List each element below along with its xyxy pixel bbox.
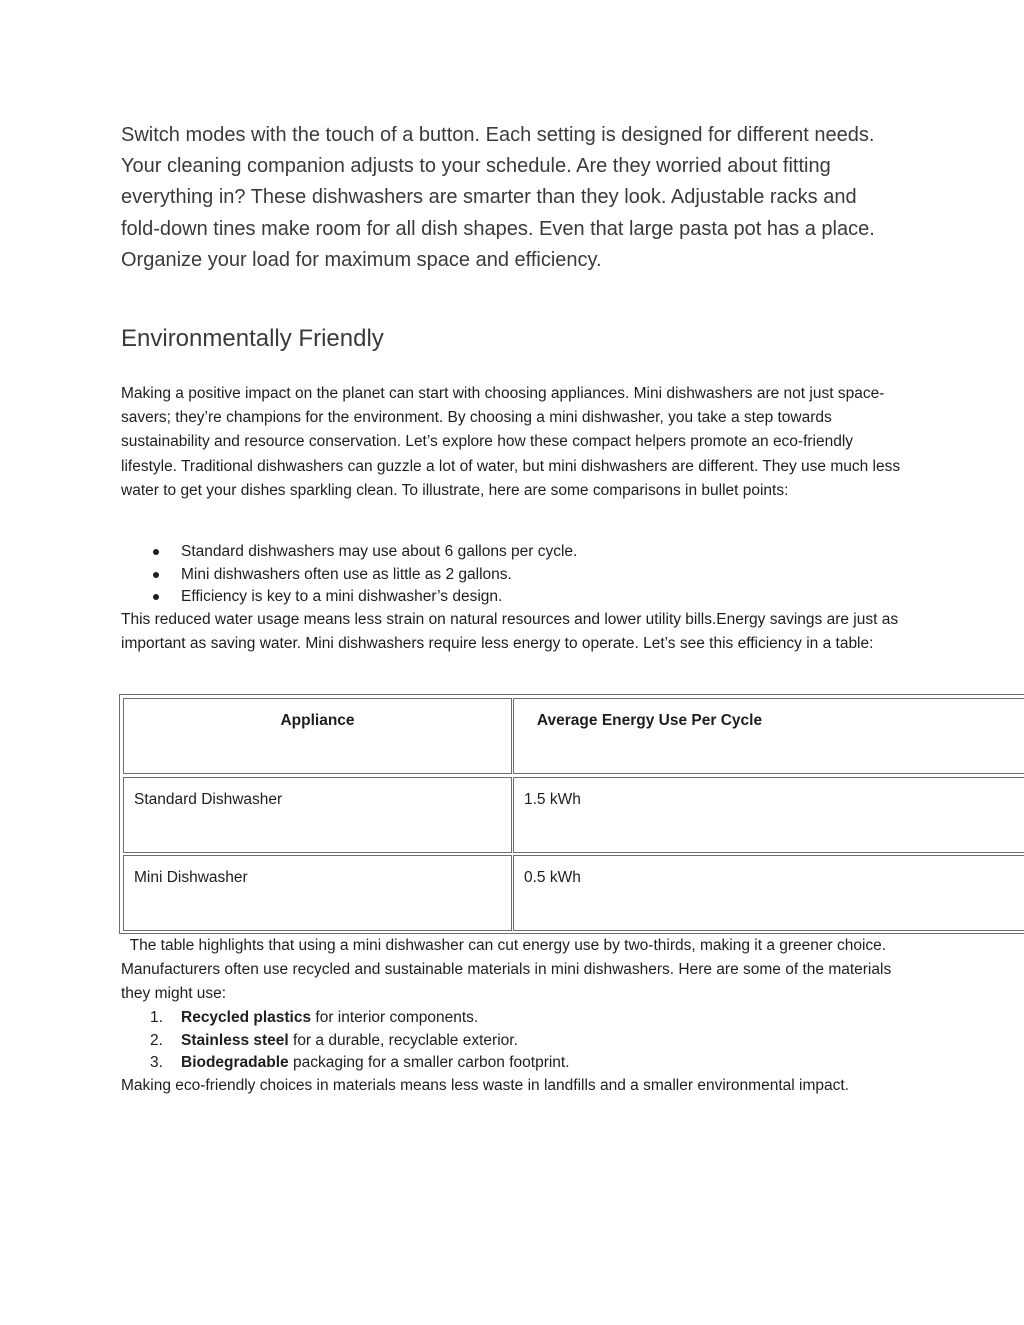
material-description: for interior components.: [311, 1009, 479, 1026]
table-header-cell: [513, 698, 1024, 774]
list-number: 3.: [150, 1054, 163, 1071]
bullet-icon: [153, 549, 159, 555]
table-header-appliance: Appliance: [280, 712, 355, 729]
table-cell: [513, 855, 1024, 931]
material-name: Stainless steel: [181, 1031, 289, 1049]
table-cell-energy: 0.5 kWh: [524, 869, 581, 886]
list-item: [121, 564, 577, 587]
table-cell-appliance: Standard Dishwasher: [134, 791, 283, 808]
table-header-cell: [123, 698, 512, 774]
list-item-text: Efficiency is key to a mini dishwasher’s design.: [181, 588, 503, 605]
list-item: [121, 541, 577, 564]
table-cell-appliance: Mini Dishwasher: [134, 869, 248, 886]
material-name: Recycled plastics: [181, 1009, 312, 1026]
water-comparison-list: [121, 541, 577, 609]
section-heading: Environmentally Friendly: [121, 325, 384, 352]
list-item: [121, 1030, 570, 1053]
bullet-icon: [153, 594, 159, 600]
list-number: 2.: [150, 1031, 163, 1049]
table-cell: [123, 777, 512, 853]
list-item-text: Mini dishwashers often use as little as 2 gallons.: [181, 565, 512, 583]
material-name: Biodegradable: [181, 1054, 289, 1071]
list-item-text: Standard dishwashers may use about 6 gallons per cycle.: [181, 543, 578, 560]
list-item: [121, 1052, 570, 1075]
paragraph-materials-intro: The table highlights that using a mini dishwasher can cut energy use by two-thirds, making it a greener choice. Manufacturers often use recycled and sustainable materials in mini dishwashers. Here are some of the materials they might use:: [121, 937, 896, 1003]
materials-list: [121, 1007, 570, 1075]
material-description: packaging for a smaller carbon footprint.: [288, 1054, 570, 1071]
list-item: [121, 586, 577, 609]
intro-paragraph: Switch modes with the touch of a button. Each setting is designed for different needs. Your cleaning companion adjusts to your schedule. Are they worried about fitting everything in? These dishwashers are smarter than they look. Adjustable racks and fold-down tines make room for all dish shapes. Even that large pasta pot has a place. Organize your load for maximum space and efficiency.: [121, 124, 875, 271]
table-header-energy: Average Energy Use Per Cycle: [536, 712, 763, 729]
table-cell: [513, 777, 1024, 853]
paragraph-energy-intro: This reduced water usage means less strain on natural resources and lower utility bills.Energy savings are just as important as saving water. Mini dishwashers require less energy to operate. Let’s see this efficiency in a table:: [121, 611, 899, 653]
paragraph-water-intro: Making a positive impact on the planet can start with choosing appliances. Mini dishwashers are not just space-savers; they’re champions for the environment. By choosing a mini dishwasher, you take a step towards sustainability and resource conservation. Let’s explore how these compact helpers promote an eco-friendly lifestyle. Traditional dishwashers can guzzle a lot of water, but mini dishwashers are different. They use much less water to get your dishes sparkling clean. To illustrate, here are some comparisons in bullet points:: [121, 385, 901, 499]
bullet-icon: [153, 572, 159, 578]
material-description: for a durable, recyclable exterior.: [288, 1031, 518, 1049]
list-item: [121, 1007, 570, 1030]
table-cell: [123, 855, 512, 931]
table-cell-energy: 1.5 kWh: [524, 791, 581, 808]
paragraph-conclusion: Making eco-friendly choices in materials means less waste in landfills and a smaller environmental impact.: [121, 1077, 849, 1094]
list-number: 1.: [150, 1009, 163, 1026]
